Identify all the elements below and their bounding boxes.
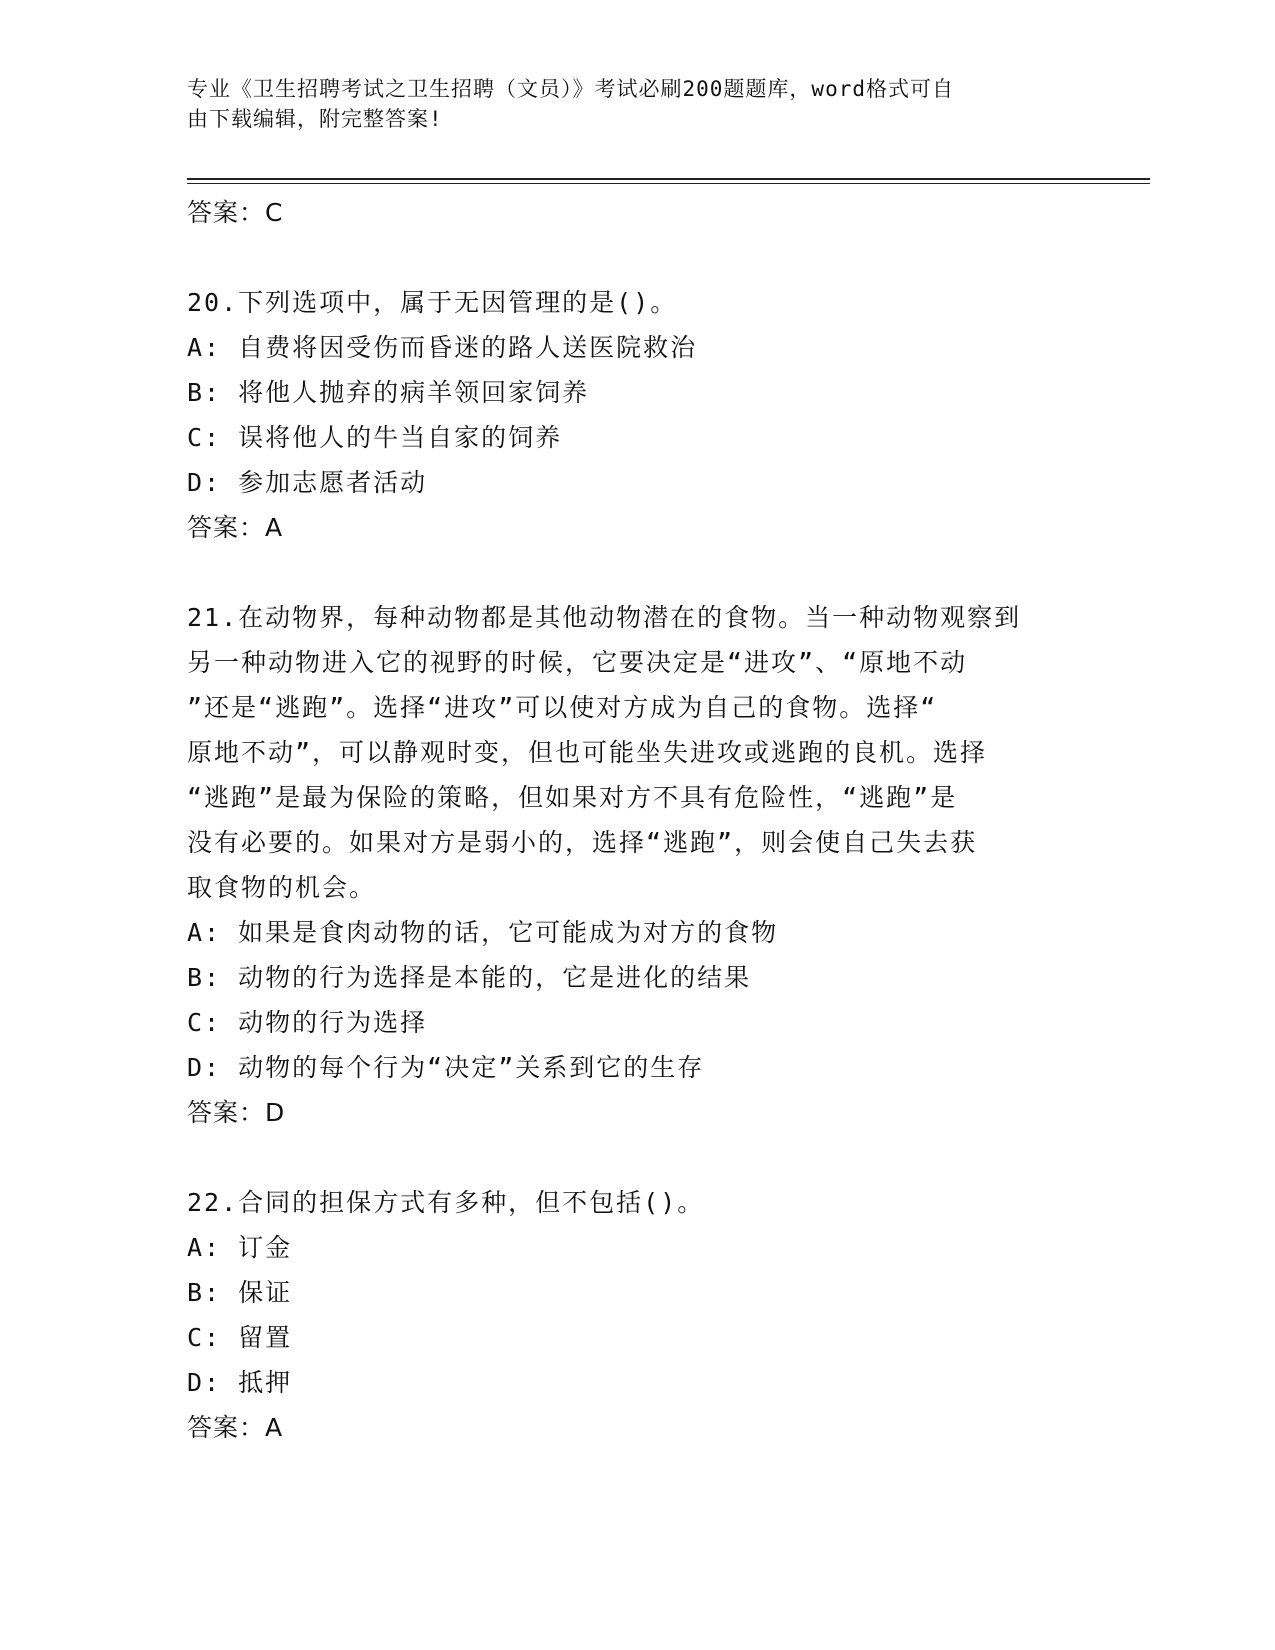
answer: 答案：A [187,1413,284,1442]
question-stem: 22.合同的担保方式有多种，但不包括()。 [187,1188,705,1217]
question-stem-line: “逃跑”是最为保险的策略，但如果对方不具有危险性，“逃跑”是 [187,783,958,812]
answer: 答案：A [187,513,284,542]
header-rule-thick [187,178,1150,180]
header-line-2: 由下载编辑，附完整答案! [187,107,443,131]
question-22 [187,1180,1087,1450]
spacer [187,235,1087,280]
question-stem: 20.下列选项中，属于无因管理的是()。 [187,288,678,317]
spacer [187,1135,1087,1180]
answer-previous: 答案：C [187,198,284,227]
spacer [187,550,1087,595]
option-d: D: 动物的每个行为“决定”关系到它的生存 [187,1053,705,1082]
option-b: B: 保证 [187,1278,293,1307]
question-stem-line: ”还是“逃跑”。选择“进攻”可以使对方成为自己的食物。选择“ [187,693,938,722]
option-b: B: 将他人抛弃的病羊领回家饲养 [187,378,590,407]
option-a: A: 自费将因受伤而昏迷的路人送医院救治 [187,333,698,362]
option-b: B: 动物的行为选择是本能的，它是进化的结果 [187,963,752,992]
question-stem-line: 21.在动物界，每种动物都是其他动物潜在的食物。当一种动物观察到 [187,603,1022,632]
question-20 [187,280,1087,550]
question-stem-line: 没有必要的。如果对方是弱小的，选择“逃跑”，则会使自己失去获 [187,828,978,857]
option-d: D: 参加志愿者活动 [187,468,428,497]
option-a: A: 如果是食肉动物的话，它可能成为对方的食物 [187,918,779,947]
option-c: C: 留置 [187,1323,293,1352]
header-rule-thin [187,183,1150,184]
option-c: C: 动物的行为选择 [187,1008,428,1037]
question-21 [187,595,1087,1135]
option-c: C: 误将他人的牛当自家的饲养 [187,423,563,452]
question-stem-line: 原地不动”，可以静观时变，但也可能坐失进攻或逃跑的良机。选择 [187,738,988,767]
question-stem-line: 另一种动物进入它的视野的时候，它要决定是“进攻”、“原地不动 [187,648,968,677]
question-list [187,190,1087,1450]
option-d: D: 抵押 [187,1368,293,1397]
option-a: A: 订金 [187,1233,293,1262]
document-header [187,74,1077,134]
header-line-1: 专业《卫生招聘考试之卫生招聘（文员）》考试必刷200题题库，word格式可自 [187,77,954,101]
answer: 答案：D [187,1098,286,1127]
question-stem-line: 取食物的机会。 [187,873,377,902]
